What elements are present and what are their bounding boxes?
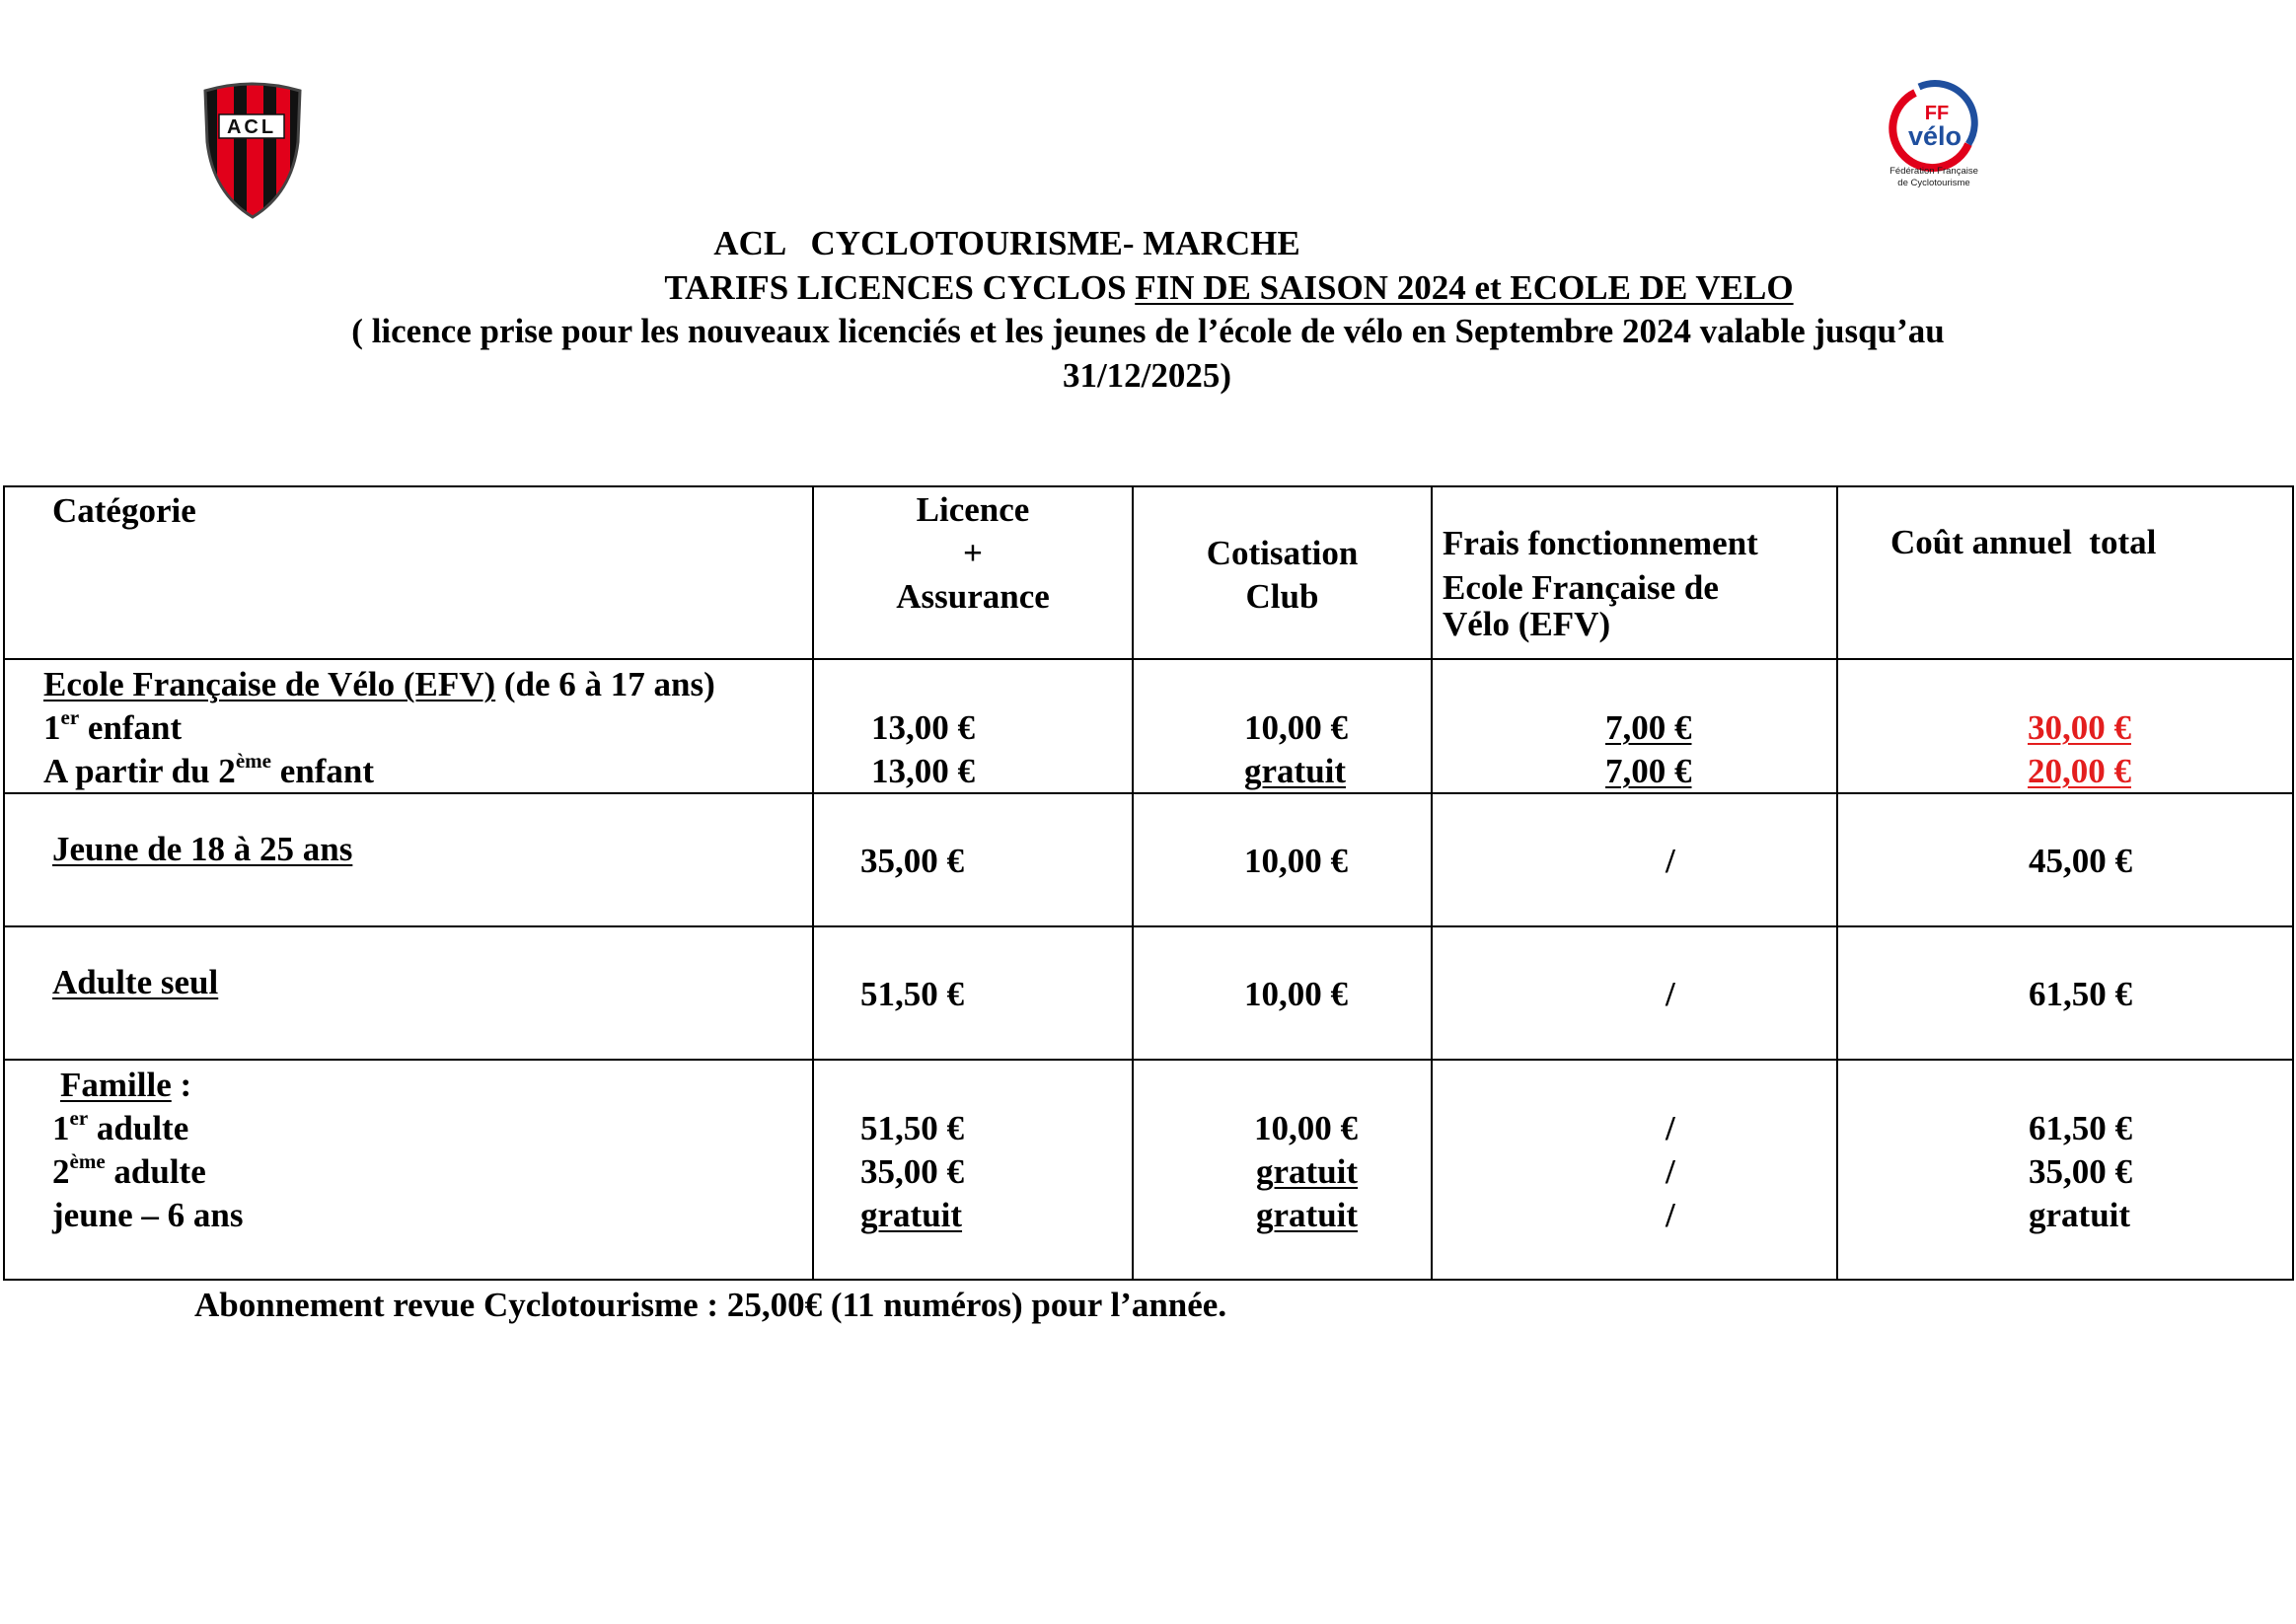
famille-row-3-frais: /	[1666, 1196, 1675, 1234]
famille-row-3-cotisation: gratuit	[1256, 1196, 1359, 1234]
efv-row-1-licence: 13,00 €	[871, 708, 975, 747]
famille-row-2-total: 35,00 €	[2029, 1152, 2132, 1191]
adulte-label: Adulte seul	[52, 963, 219, 1001]
ffvelo-caption-1: Fédération Française	[1889, 166, 1978, 177]
acl-logo	[195, 79, 310, 221]
table-border-bottom	[3, 1279, 2294, 1281]
validity-note-text-2: 31/12/2025)	[1062, 356, 1232, 395]
table-border-top	[3, 485, 2294, 487]
famille-row-2-frais: /	[1666, 1152, 1675, 1191]
efv-title-underlined: Ecole Française de Vélo (EFV)	[43, 665, 496, 703]
famille-row-2-cotisation: gratuit	[1256, 1152, 1359, 1191]
efv-row-1-cotisation: 10,00 €	[1244, 708, 1348, 747]
table-border-right	[2292, 485, 2294, 1281]
efv-title-suffix: (de 6 à 17 ans)	[495, 665, 715, 703]
header-licence-line: Licence	[916, 490, 1030, 529]
adulte-cotisation: 10,00 €	[1244, 975, 1348, 1013]
table-border-left	[3, 485, 5, 1281]
adulte-licence: 51,50 €	[860, 975, 964, 1013]
efv-row-1-total: 30,00 €	[2028, 708, 2131, 747]
page-title-text: ACL CYCLOTOURISME- MARCHE	[713, 224, 1300, 262]
jeune-total: 45,00 €	[2029, 842, 2132, 880]
famille-label: Famille	[60, 1066, 172, 1104]
header-licence	[814, 488, 1132, 619]
jeune-label: Jeune de 18 à 25 ans	[52, 830, 353, 868]
famille-row-3-total: gratuit	[2029, 1196, 2131, 1234]
subtitle-underlined: FIN DE SAISON 2024 et ECOLE DE VELO	[1135, 268, 1794, 307]
header-cotisation	[1134, 532, 1431, 619]
table-col-divider	[1836, 485, 1838, 1281]
famille-row-1-label: 1er adulte	[52, 1106, 189, 1147]
famille-row-2-label: 2ème adulte	[52, 1149, 206, 1191]
efv-row-1-label: 1er enfant	[43, 705, 183, 747]
famille-title: Famille :	[60, 1066, 192, 1104]
famille-row-2-licence: 35,00 €	[860, 1152, 964, 1191]
efv-row-2-licence: 13,00 €	[871, 752, 975, 790]
ffvelo-logo-ff: FF	[1924, 103, 1950, 124]
header-licence-line: +	[963, 534, 983, 572]
header-frais-line: Frais fonctionnement	[1443, 524, 1758, 562]
header-categorie: Catégorie	[52, 491, 196, 530]
adulte-total: 61,50 €	[2029, 975, 2132, 1013]
header-frais-line: Vélo (EFV)	[1443, 605, 1611, 643]
header-frais-line: Ecole Française de	[1443, 568, 1719, 607]
famille-row-1-licence: 51,50 €	[860, 1109, 964, 1147]
efv-row-1-frais: 7,00 €	[1605, 708, 1692, 747]
efv-row-2-frais: 7,00 €	[1605, 752, 1692, 790]
acl-logo-text: ACL	[226, 116, 277, 138]
adulte-frais: /	[1666, 975, 1675, 1013]
page-subtitle	[0, 268, 2296, 308]
efv-title	[43, 662, 715, 706]
subtitle-prefix: TARIFS LICENCES CYCLOS	[664, 268, 1136, 307]
header-cout: Coût annuel total	[1890, 523, 2157, 561]
ffvelo-logo	[1870, 75, 1998, 193]
jeune-frais: /	[1666, 842, 1675, 880]
subscription-note: Abonnement revue Cyclotourisme : 25,00€ (11 numéros) pour l’année.	[194, 1286, 1227, 1324]
efv-row-2-label: A partir du 2ème enfant	[43, 749, 374, 790]
efv-row-2-total: 20,00 €	[2028, 752, 2131, 790]
famille-row-3-label: jeune – 6 ans	[52, 1196, 244, 1234]
header-cotisation-line: Club	[1245, 577, 1319, 616]
ffvelo-logo-velo: vélo	[1907, 121, 1963, 151]
famille-row-1-cotisation: 10,00 €	[1254, 1109, 1358, 1147]
validity-note-line-1	[0, 312, 2296, 351]
famille-row-1-total: 61,50 €	[2029, 1109, 2132, 1147]
jeune-licence: 35,00 €	[860, 842, 964, 880]
table-divider	[3, 925, 2294, 927]
page-title	[0, 224, 2296, 263]
famille-row-1-frais: /	[1666, 1109, 1675, 1147]
header-cotisation-line: Cotisation	[1206, 534, 1359, 572]
validity-note-text-1: ( licence prise pour les nouveaux licenciés et les jeunes de l’école de vélo en Septembre 2024 valable jusqu’au	[351, 312, 1945, 350]
header-frais	[1443, 521, 1758, 646]
efv-row-2-cotisation: gratuit	[1244, 752, 1347, 790]
table-col-divider	[1431, 485, 1433, 1281]
table-divider	[3, 658, 2294, 660]
header-licence-line: Assurance	[896, 577, 1050, 616]
famille-row-3-licence: gratuit	[860, 1196, 963, 1234]
table-divider	[3, 1059, 2294, 1061]
validity-note-line-2	[0, 356, 2296, 396]
ffvelo-caption-2: de Cyclotourisme	[1897, 178, 1970, 188]
jeune-cotisation: 10,00 €	[1244, 842, 1348, 880]
